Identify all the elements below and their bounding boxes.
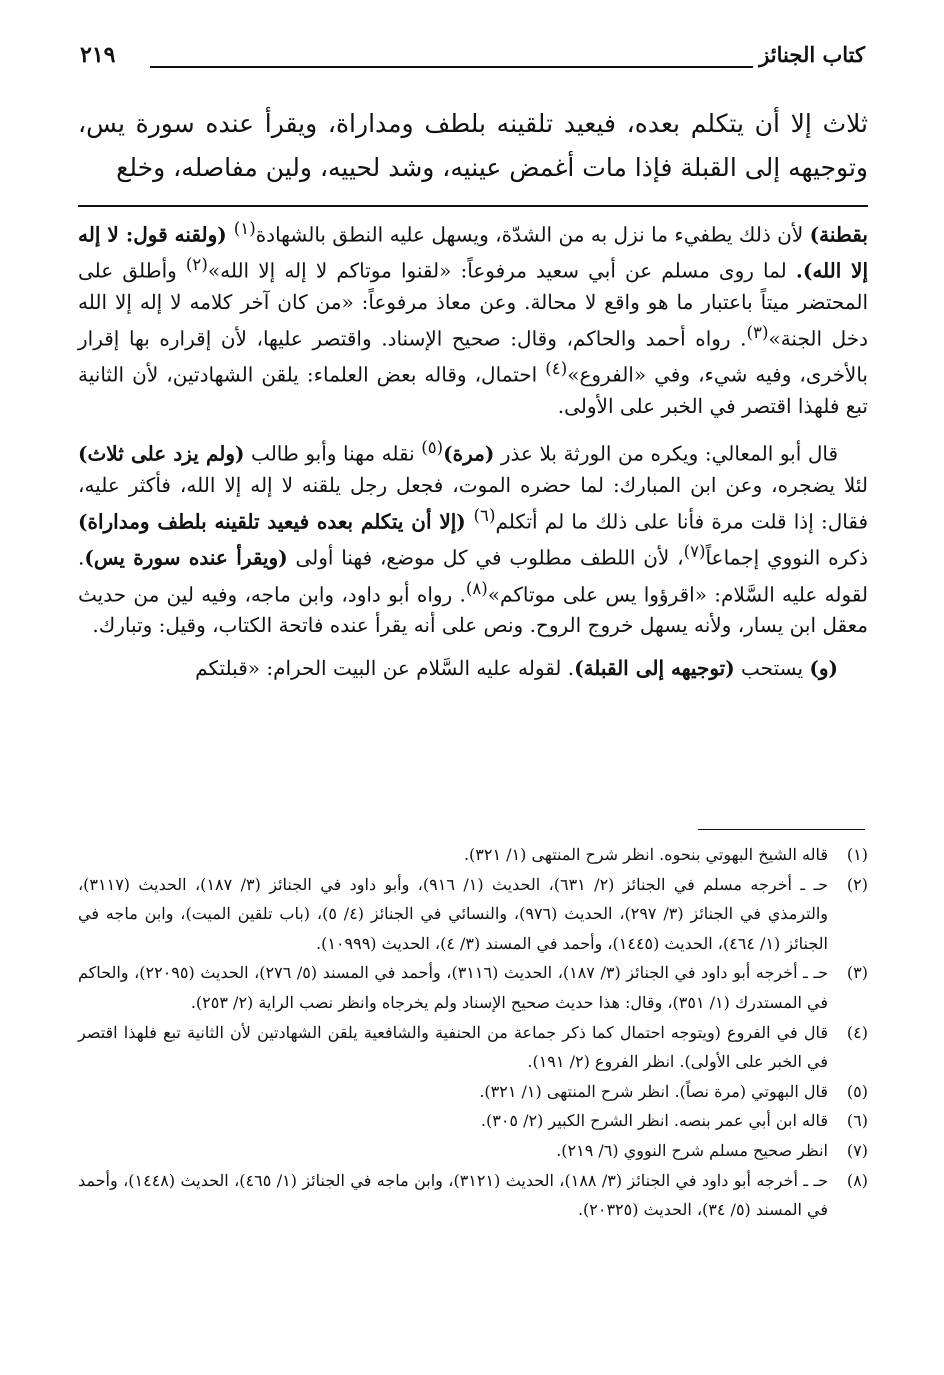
- footnote-text: قال البهوتي (مرة نصاً). انظر شرح المنتهى (١/ ٣٢١).: [479, 1081, 828, 1101]
- footnote-number: (٥): [846, 1081, 868, 1101]
- header-rule: [150, 66, 753, 68]
- term: (توجيهه إلى القبلة): [574, 655, 735, 680]
- footnotes: [78, 840, 868, 1225]
- footnote: [78, 1136, 868, 1166]
- commentary: [78, 214, 868, 684]
- commentary-paragraph-3: (و) يستحب (توجيهه إلى القبلة). لقوله عليه السَّلام عن البيت الحرام: «قبلتكم: [195, 655, 838, 680]
- commentary-paragraph-1: بقطنة) لأن ذلك يطفيء ما نزل به من الشدّة، ويسهل عليه النطق بالشهادة$^{(١)}$ (ولقنه قول: لا إله إلا الله). لما روى مسلم عن أبي سعيد مرفوعاً: «لقنوا موتاكم لا إله إلا الله»$^{(٢)}$ وأطلق على المحتضر ميتاً باعتبار ما هو واقع لا محالة. وعن معاذ مرفوعاً: «من كان آخر كلامه لا إله إلا الله دخل الجنة»$^{(٣)}$. رواه أحمد والحاكم، وقال: صحيح الإسناد. واقتصر عليها، لأن إقراره بها إقرار بالأخرى، وفيه شيء، وفي «الفروع»$^{(٤)}$ احتمال، وقاله بعض العلماء: يلقن الشهادتين، لأن الثانية تبع فلهذا اقتصر في الخبر على الأولى.: [78, 219, 869, 418]
- main-text-divider: [78, 205, 868, 207]
- footnote-text: حـ ـ أخرجه أبو داود في الجنائز (٣/ ١٨٨)، الحديث (٣١٢١)، وابن ماجه في الجنائز (١/ ٤٦٥)، الحديث (١٤٤٨)، وأحمد في المسند (٥/ ٣٤)، الحديث (٢٠٣٢٥).: [78, 1170, 829, 1220]
- footnote-marker[interactable]: (٢): [185, 255, 208, 275]
- term: (مرة): [443, 442, 495, 467]
- footnote: [78, 1077, 868, 1107]
- footnote-number: (١): [846, 845, 868, 864]
- term: (إلا أن يتكلم بعده فيعيد تلقينه بلطف ومداراة): [78, 509, 474, 534]
- footnote: [78, 1166, 868, 1225]
- footnote: [78, 840, 868, 870]
- footnote-marker[interactable]: (٣): [746, 322, 769, 342]
- footnote: [78, 870, 868, 959]
- footnote-marker[interactable]: (٨): [465, 578, 488, 598]
- footnote-marker[interactable]: (٤): [545, 359, 568, 379]
- chapter-title: كتاب الجنائز: [759, 42, 865, 67]
- footnote-number: (٢): [846, 874, 868, 894]
- footnote-marker[interactable]: (١): [233, 219, 256, 238]
- main-text-paragraph: ثلاث إلا أن يتكلم بعده، فيعيد تلقينه بلطف ومداراة، ويقرأ عنده سورة يس، وتوجيهه إلى القبلة فإذا مات أغمض عينيه، وشد لحييه، ولين مفاصله، وخلع: [78, 109, 868, 182]
- term: (و): [809, 655, 838, 680]
- footnote-text: انظر صحيح مسلم شرح النووي (٦/ ٢١٩).: [556, 1140, 828, 1160]
- footnote-marker[interactable]: (٦): [473, 505, 496, 525]
- footnote-text: قاله الشيخ البهوتي بنحوه. انظر شرح المنتهى (١/ ٣٢١).: [463, 845, 828, 864]
- footnote-text: حـ ـ أخرجه مسلم في الجنائز (٢/ ٦٣١)، الحديث (١/ ٩١٦)، وأبو داود في الجنائز (٣/ ١٨٧)، الحديث (٣١١٧)، والترمذي في الجنائز (٣/ ٢٩٧)، الحديث (٩٧٦)، والنسائي في الجنائز (٤/ ٥)، (باب تلقين الميت)، وابن ماجه في الجنائز (١/ ٤٦٤)، الحديث (١٤٤٥)، وأحمد في المسند (٣/ ٤)، الحديث (١٠٩٩٩).: [78, 874, 829, 953]
- footnote-text: حـ ـ أخرجه أبو داود في الجنائز (٣/ ١٨٧)، الحديث (٣١١٦)، وأحمد في المسند (٥/ ٢٧٦)، الحديث (٢٢٠٩٥)، والحاكم في المستدرك (١/ ٣٥١)، وقال: هذا حديث صحيح الإسناد ولم يخرجاه وانظر نصب الراية (٢/ ٢٥٣).: [78, 963, 828, 1012]
- page-header: [80, 40, 865, 74]
- footnote: [78, 958, 868, 1017]
- commentary-paragraph-2: قال أبو المعالي: ويكره من الورثة بلا عذر (مرة)$^{(٥)}$ نقله مهنا وأبو طالب (ولم يزد على ثلاث) لئلا يضجره، وعن ابن المبارك: لما حضره الموت، فجعل رجل يلقنه لا إله إلا الله، فأكثر عليه، فقال: إذا قلت مرة فأنا على ذلك ما لم أتكلم$^{(٦)}$ (إلا أن يتكلم بعده فيعيد تلقينه بلطف ومداراة) ذكره النووي إجماعاً$^{(٧)}$، لأن اللطف مطلوب في كل موضع، فهنا أولى (ويقرأ عنده سورة يس). لقوله عليه السَّلام: «اقرؤوا يس على موتاكم»$^{(٨)}$. رواه أبو داود، وابن ماجه، وفيه لين من حديث معقل ابن يسار، ولأنه يسهل خروج الروح. ونص على أنه يقرأ عنده فاتحة الكتاب، وقيل: وتبارك.: [78, 438, 869, 638]
- footnote-marker[interactable]: (٥): [421, 438, 444, 458]
- term: بقطنة): [809, 222, 868, 247]
- footnote-number: (٤): [846, 1022, 868, 1042]
- footnote: [78, 1106, 868, 1136]
- footnote-text: قال في الفروع (ويتوجه احتمال كما ذكر جماعة من الحنفية والشافعية يلقن الشهادتين لأن الثانية تبع فلهذا اقتصر في الخبر على الأولى). انظر الفروع (٢/ ١٩١).: [78, 1022, 829, 1072]
- page-number: ٢١٩: [80, 42, 116, 68]
- main-text: [78, 102, 868, 190]
- term: (ولقنه قول: لا إله إلا الله).: [78, 222, 869, 284]
- term: (ولم يزد على ثلاث): [78, 442, 245, 467]
- footnote-number: (٧): [846, 1140, 868, 1160]
- footnote-number: (٨): [846, 1170, 868, 1190]
- footnote: [78, 1018, 868, 1077]
- footnote-number: (٣): [846, 963, 868, 983]
- footnote-marker[interactable]: (٧): [683, 542, 706, 562]
- footnote-divider: [698, 829, 865, 830]
- footnote-text: قاله ابن أبي عمر بنصه. انظر الشرح الكبير (٢/ ٣٠٥).: [480, 1111, 828, 1131]
- term: (ويقرأ عنده سورة يس): [84, 545, 288, 570]
- footnote-number: (٦): [846, 1111, 868, 1131]
